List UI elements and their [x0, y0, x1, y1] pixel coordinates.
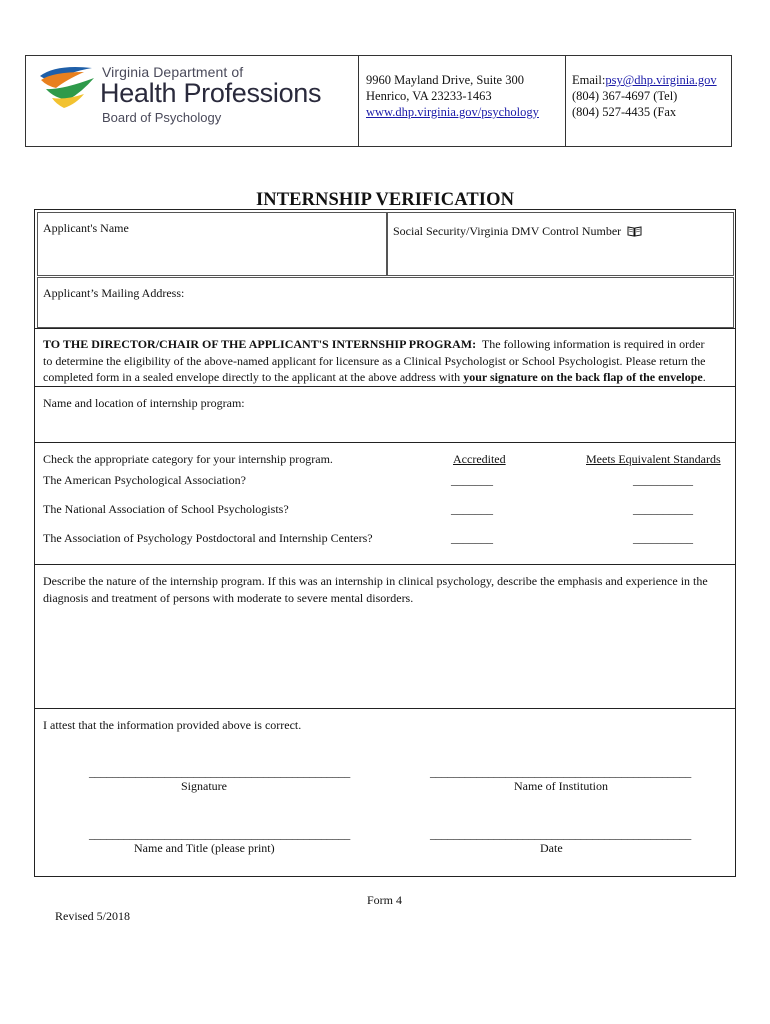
- director-text-3: completed form in a sealed envelope directly to the applicant at the above address with: [43, 370, 461, 384]
- name-title-label: Name and Title (please print): [134, 841, 275, 855]
- form-number: Form 4: [367, 893, 403, 907]
- applicant-name-label: Applicant's Name: [43, 221, 129, 235]
- description-line-2: diagnosis and treatment of persons with moderate to severe mental disorders.: [43, 590, 414, 605]
- letterhead-divider: [358, 56, 359, 146]
- form-title: INTERNSHIP VERIFICATION: [255, 190, 515, 210]
- program-name-label: Name and location of internship program:: [43, 396, 245, 410]
- logo-board-text: Board of Psychology: [102, 110, 222, 125]
- name-title-line[interactable]: _____________________________________________: [89, 827, 351, 841]
- category-instruction: Check the appropriate category for your internship program.: [43, 452, 333, 466]
- website-link[interactable]: www.dhp.virginia.gov/psychology: [366, 105, 539, 119]
- category-nasp-equivalent-blank[interactable]: __________: [633, 502, 693, 516]
- category-appic-label: The Association of Psychology Postdoctoral and Internship Centers?: [43, 531, 373, 545]
- fax-number: (804) 527-4435 (Fax: [572, 105, 677, 119]
- category-appic-accredited-blank[interactable]: _______: [451, 531, 493, 545]
- dhp-logo: [38, 62, 96, 112]
- description-line-1: Describe the nature of the internship program. If this was an internship in clinical psychology, describe the emphasis and experience in the: [43, 574, 708, 588]
- category-nasp-accredited-blank[interactable]: _______: [451, 502, 493, 516]
- program-description-prompt: [43, 573, 708, 606]
- signature-label: Signature: [181, 779, 227, 793]
- date-line[interactable]: _____________________________________________: [430, 827, 692, 841]
- phone-number: (804) 367-4697 (Tel): [572, 89, 678, 103]
- attestation-statement: I attest that the information provided above is correct.: [43, 718, 302, 732]
- category-apa-accredited-blank[interactable]: _______: [451, 473, 493, 487]
- program-name-field[interactable]: [35, 410, 733, 440]
- section-divider: [35, 564, 735, 565]
- equivalent-column-header: Meets Equivalent Standards: [586, 452, 721, 466]
- section-divider: [35, 328, 735, 329]
- email-label: Email:: [572, 73, 606, 87]
- section-divider: [35, 708, 735, 709]
- envelope-instruction: your signature on the back flap of the envelope: [463, 370, 703, 384]
- email-link[interactable]: psy@dhp.virginia.gov: [605, 73, 717, 87]
- verification-form: [34, 209, 736, 877]
- date-label: Date: [540, 841, 563, 855]
- office-contact: [572, 72, 717, 120]
- book-icon: [627, 225, 642, 241]
- dhp-swoosh-icon: [38, 62, 96, 112]
- category-apa-label: The American Psychological Association?: [43, 473, 246, 487]
- section-divider: [35, 442, 735, 443]
- institution-line[interactable]: _____________________________________________: [430, 765, 692, 779]
- revision-date: Revised 5/2018: [55, 909, 130, 923]
- signature-line[interactable]: _____________________________________________: [89, 765, 351, 779]
- category-nasp-label: The National Association of School Psychologists?: [43, 502, 289, 516]
- category-apa-equivalent-blank[interactable]: __________: [633, 473, 693, 487]
- letterhead: [25, 55, 732, 147]
- program-description-field[interactable]: [35, 608, 733, 706]
- ssn-label-text: Social Security/Virginia DMV Control Number: [393, 224, 622, 238]
- logo-name-text: Health Professions: [100, 78, 322, 108]
- director-heading: TO THE DIRECTOR/CHAIR OF THE APPLICANT'S INTERNSHIP PROGRAM:: [43, 337, 477, 351]
- mailing-address-label: Applicant’s Mailing Address:: [43, 286, 185, 300]
- address-line-2: Henrico, VA 23233-1463: [366, 89, 492, 103]
- director-text-end: .: [702, 370, 706, 384]
- letterhead-divider: [565, 56, 566, 146]
- director-instructions: [43, 336, 733, 386]
- ssn-field[interactable]: [387, 212, 734, 276]
- accredited-column-header: Accredited: [453, 452, 506, 466]
- section-divider: [35, 386, 735, 387]
- category-appic-equivalent-blank[interactable]: __________: [633, 531, 693, 545]
- mailing-address-field[interactable]: [37, 277, 734, 328]
- institution-label: Name of Institution: [514, 779, 608, 793]
- logo-dept-text: Virginia Department of: [102, 64, 244, 80]
- ssn-label: [393, 224, 642, 241]
- director-text-2: to determine the eligibility of the above-named applicant for licensure as a Clinical Psychologist or School Psychologist. Please return the: [43, 353, 706, 368]
- office-address: [366, 72, 539, 120]
- director-text-1: The following information is required in order: [481, 337, 705, 351]
- address-line-1: 9960 Mayland Drive, Suite 300: [366, 73, 524, 87]
